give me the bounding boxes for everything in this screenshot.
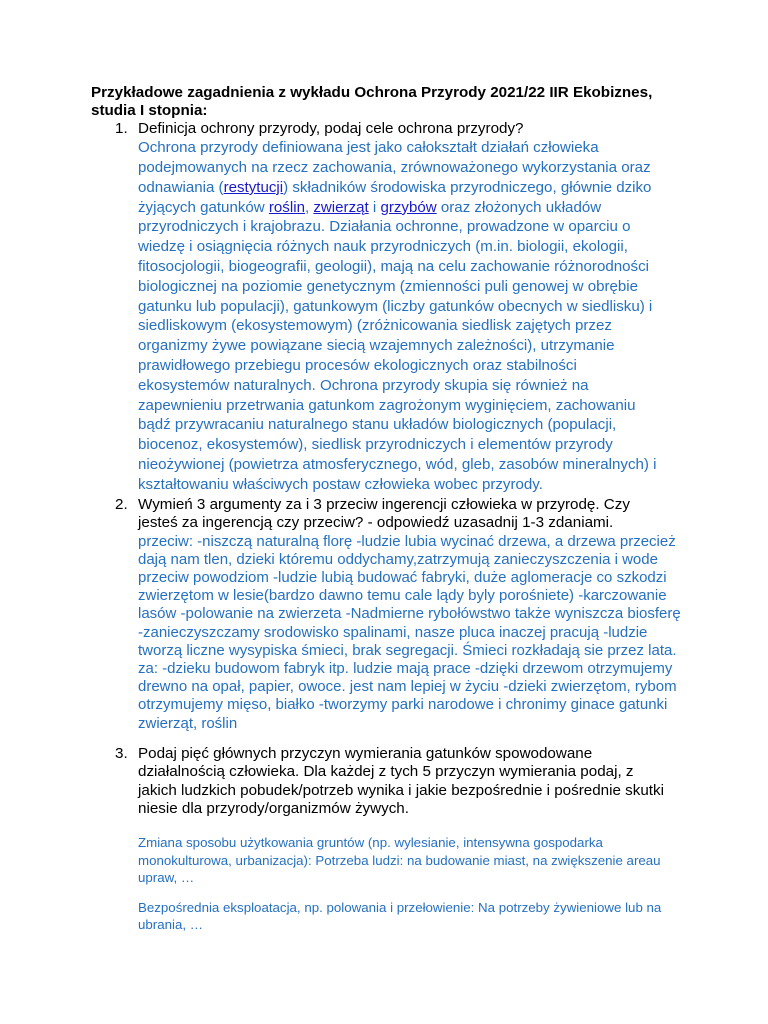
answer-segment: i [368,198,381,216]
question-number: 2. [115,496,128,513]
answer-segment: , [304,198,314,216]
answer-text [138,138,668,494]
answer-segment: ) składników środowiska przyrodniczego, głównie dziko żyjących gatunków [138,178,652,216]
answer-segment: Ochrona przyrody definiowana jest jako całokształt działań człowieka podejmowanych na rzecz zachowania, zrównoważonego wykorzystania oraz odnawiania ( [138,139,651,196]
document-title: Przykładowe zagadnienia z wykładu Ochrona Przyrody 2021/22 IIR Ekobiznes, studia I stopnia: [91,84,653,119]
link-restytucji[interactable]: restytucji [223,178,284,196]
question-3 [115,745,675,934]
answer-for: za: -dzieku budowom fabryk itp. ludzie mają prace -dzięki drzewom otrzymujemy drewno na opał, papier, owoce. jest nam lepiej w życiu -dzieki zwierzętom, rybom otrzymujemy mięso, białko -tworzymy parki narodowe i chronimy ginace gatunki zwierząt, roślin [138,660,677,732]
question-2 [115,496,683,733]
link-grzybow[interactable]: grzybów [380,198,437,216]
link-zwierzat[interactable]: zwierząt [313,198,369,216]
answer-segment: oraz złożonych układów przyrodniczych i krajobrazu. Działania ochronne, prowadzone w oparciu o wiedzę i osiągnięcia różnych nauk przyrodniczych (m.in. biologii, ekologii, fitosocjologii, biogeografii, geologii), mają na celu zachowanie różnorodności biologicznej na poziomie genetycznym (zmienności puli genowej w obrębie gatunku lub populacji), gatunkowym (liczby gatunków obecnych w siedlisku) i siedliskowym (ekosystemowym) (zróżnicowania siedlisk zajętych przez organizmy żywe powiązane siecią wzajemnych zależności), utrzymanie prawidłowego przebiegu procesów ekologicznych oraz stabilności ekosystemów naturalnych. Ochrona przyrody skupia się również na zapewnieniu przetrwania gatunkom zagrożonym wyginięciem, zachowaniu bądź przywracaniu naturalnego stanu układów biologicznych (populacji, biocenoz, ekosystemów), siedlisk przyrodniczych i elementów przyrody nieożywionej (powietrza atmosferycznego, wód, gleb, zasobów mineralnych) i kształtowaniu właściwych postaw człowieka wobec przyrody. [138,198,657,493]
answer-against: przeciw: -niszczą naturalną florę -ludzie lubia wycinać drzewa, a drzewa przecież dają nam tlen, dzieki któremu oddychamy,zatrzymują zanieczyszczenia i wode przeciw powodziom -ludzie lubią budować fabryki, duże aglomeracje co szkodzi zwierzętom w lesie(bardzo dawno temu cale lądy byly porośniete) -karczowanie lasów -polowanie na zwierzeta -Nadmierne rybołówstwo także wyniszcza biosferę -zanieczyszczamy srodowisko spalinami, nasze pluca inaczej pracują -ludzie tworzą liczne wysypiska śmieci, brak segregacji. Śmieci rozkładają sie przez lata. [138,532,681,659]
question-1 [115,120,655,495]
question-text: Podaj pięć głównych przyczyn wymierania gatunków spowodowane działalnością człowieka. Dla każdej z tych 5 przyczyn wymierania podaj, z jakich ludzkich pobudek/potrzeb wynika i jakie bezpośrednie i pośrednie skutki niesie dla przyrody/organizmów żywych. [138,745,664,817]
link-roslin[interactable]: roślin [268,198,305,216]
answer-item: Bezpośrednia eksploatacja, np. polowania i przełowienie: Na potrzeby żywieniowe lub na ubrania, … [138,899,662,933]
question-number: 1. [115,120,128,137]
answer-item: Zmiana sposobu użytkowania gruntów (np. wylesianie, intensywna gospodarka monokulturowa, urbanizacja): Potrzeba ludzi: na budowanie miast, na zwiększenie areau upraw, … [138,835,661,886]
question-number: 3. [115,745,128,762]
question-text: Definicja ochrony przyrody, podaj cele ochrona przyrody? [138,120,524,137]
question-text: Wymień 3 argumenty za i 3 przeciw ingerencji człowieka w przyrodę. Czy jesteś za ingerencją czy przeciw? - odpowiedź uzasadnij 1-3 zdaniami. [138,496,630,532]
